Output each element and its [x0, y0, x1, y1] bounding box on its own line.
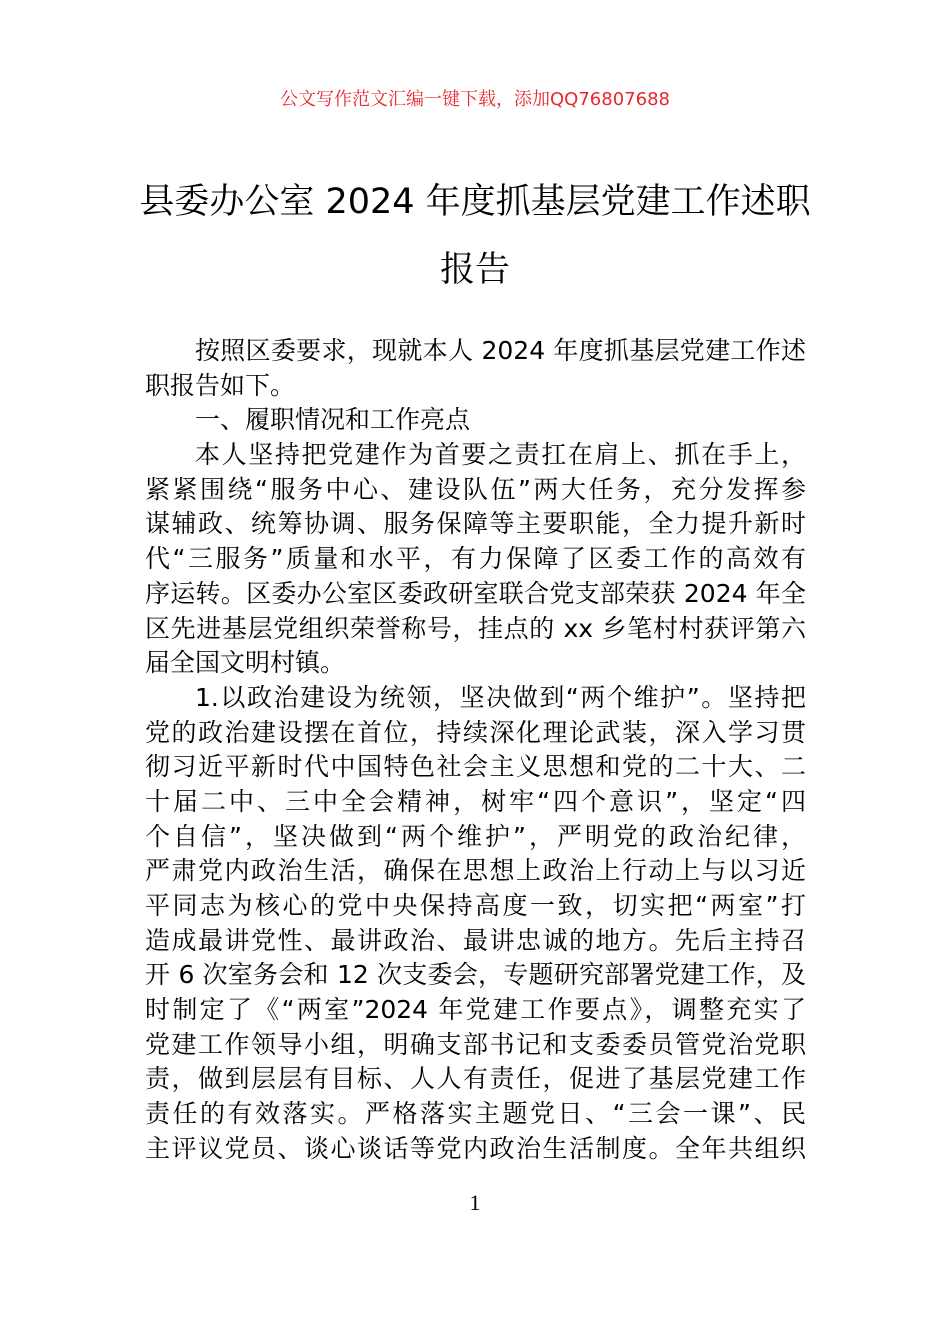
text-line: 届全国文明村镇。 [145, 648, 346, 678]
document-body [145, 334, 806, 1167]
page-number: 1 [469, 1190, 481, 1215]
text-line: 严肃党内政治生活，确保在思想上政治上行动上与以习近 [145, 856, 806, 886]
text-line: 紧紧围绕“服务中心、建设队伍”两大任务，充分发挥参 [145, 474, 806, 504]
text-line: 按照区委要求，现就本人 2024 年度抓基层党建工作述 [195, 336, 806, 365]
text-line: 责任的有效落实。严格落实主题党日、“三会一课”、民 [145, 1099, 806, 1129]
text-line: 开 6 次室务会和 12 次支委会，专题研究部署党建工作，及 [145, 960, 806, 990]
text-line: 职报告如下。 [145, 370, 296, 400]
text-line: 谋辅政、统筹协调、服务保障等主要职能，全力提升新时 [145, 509, 806, 539]
text-line: 序运转。区委办公室区委政研室联合党支部荣获 2024 年全 [145, 578, 806, 608]
section-heading: 一、履职情况和工作亮点 [195, 405, 471, 435]
text-line: 时制定了《“两室”2024 年党建工作要点》，调整充实了 [145, 995, 806, 1025]
document-title: 县委办公室 2024 年度抓基层党建工作述职 [139, 182, 811, 222]
text-line: 主评议党员、谈心谈话等党内政治生活制度。全年共组织 [145, 1133, 806, 1163]
text-line: 个自信”，坚决做到“两个维护”，严明党的政治纪律， [145, 821, 806, 851]
text-line: 区先进基层党组织荣誉称号，挂点的 xx 乡笔村村获评第六 [145, 613, 806, 643]
text-line: 代“三服务”质量和水平，有力保障了区委工作的高效有 [145, 544, 806, 574]
document-title-continued: 报告 [439, 250, 510, 290]
text-line: 党建工作领导小组，明确支部书记和支委委员管党治党职 [145, 1029, 806, 1059]
text-line: 平同志为核心的党中央保持高度一致，切实把“两室”打 [145, 891, 806, 920]
text-line: 本人坚持把党建作为首要之责扛在肩上、抓在手上， [195, 440, 806, 470]
text-line: 彻习近平新时代中国特色社会主义思想和党的二十大、二 [145, 752, 806, 782]
text-line: 党的政治建设摆在首位，持续深化理论武装，深入学习贯 [145, 717, 806, 747]
text-line: 责，做到层层有目标、人人有责任，促进了基层党建工作 [145, 1064, 806, 1094]
download-banner[interactable]: 公文写作范文汇编一键下载，添加QQ76807688 [280, 89, 670, 110]
text-line: 造成最讲党性、最讲政治、最讲忠诚的地方。先后主持召 [145, 925, 806, 955]
text-line: 1.以政治建设为统领，坚决做到“两个维护”。坚持把 [195, 682, 806, 712]
text-line: 十届二中、三中全会精神，树牢“四个意识”，坚定“四 [145, 786, 806, 816]
